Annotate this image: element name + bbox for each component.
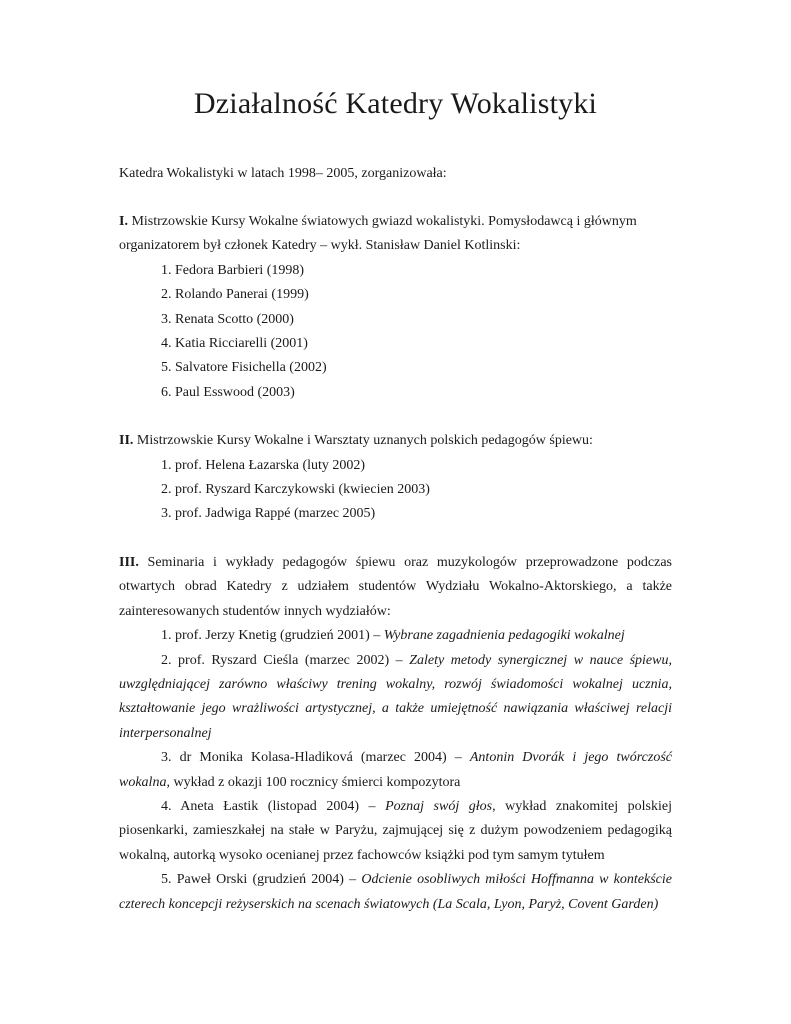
- section-1-heading: [119, 210, 672, 259]
- event-topic: Zalety metody synergicznej w nauce śpiewu, uwzględniającej zarówno właściwy trening wokalny, rozwój świadomości wokalnej ucznia, kształtowanie jego wrażliwości artystycznej, a także umiejętność nawiązania właściwej relacji interpersonalnej: [119, 652, 672, 741]
- event-lead: 5. Paweł Orski (grudzień 2004) –: [161, 872, 362, 888]
- list-item: 1. prof. Helena Łazarska (luty 2002): [161, 457, 366, 473]
- list-item: 5. Salvatore Fisichella (2002): [161, 360, 327, 376]
- event-item: [119, 624, 672, 648]
- list-item: 3. prof. Jadwiga Rappé (marzec 2005): [161, 506, 376, 522]
- event-tail: , wykład znakomitej polskiej piosenkarki, zamieszkałej na stałe w Paryżu, zajmującej się z dużym powodzeniem pedagogiką wokalną, autorką wysoko ocenianej przez fachowców książki pod tym samym tytułem: [119, 798, 672, 863]
- section-3-list: [119, 624, 672, 917]
- section-3-numeral: III.: [119, 554, 139, 570]
- section-1-numeral: I.: [119, 214, 128, 229]
- list-item: 3. Renata Scotto (2000): [161, 311, 294, 327]
- list-item: 1. Fedora Barbieri (1998): [161, 262, 305, 278]
- event-item: [119, 795, 672, 868]
- section-2: [119, 429, 672, 527]
- list-item: 2. prof. Ryszard Karczykowski (kwiecien 2003): [161, 482, 430, 498]
- event-item: [119, 746, 672, 795]
- event-item: [119, 649, 672, 747]
- event-item: [119, 868, 672, 917]
- section-3-text: Seminaria i wykłady pedagogów śpiewu oraz muzykologów przeprowadzone podczas otwartych obrad Katedry z udziałem studentów Wydziału Wokalno-Aktorskiego, a także zainteresowanych studentów innych wydziałów:: [119, 554, 672, 619]
- event-lead: 3. dr Monika Kolasa-Hladiková (marzec 2004) –: [161, 750, 470, 766]
- page-title: Działalność Katedry Wokalistyki: [193, 87, 598, 120]
- section-1: [119, 210, 672, 405]
- event-lead: 4. Aneta Łastik (listopad 2004) –: [161, 798, 386, 814]
- intro-paragraph: Katedra Wokalistyki w latach 1998– 2005, zorganizowała:: [119, 166, 447, 181]
- list-item: 6. Paul Esswood (2003): [161, 384, 295, 400]
- section-2-heading: [119, 429, 672, 453]
- event-topic: Poznaj swój głos: [385, 798, 493, 814]
- event-tail: , wykład z okazji 100 rocznicy śmierci kompozytora: [166, 774, 461, 790]
- event-topic: Wybrane zagadnienia pedagogiki wokalnej: [383, 628, 625, 644]
- event-lead: 2. prof. Ryszard Cieśla (marzec 2002) –: [161, 652, 410, 668]
- section-2-text: Mistrzowskie Kursy Wokalne i Warsztaty uznanych polskich pedagogów śpiewu:: [133, 433, 593, 449]
- section-3: [119, 551, 672, 917]
- event-topic: Antonin Dvorák i jego twórczość wokalna: [119, 750, 672, 790]
- event-topic: Odcienie osobliwych miłości Hoffmanna w kontekście czterech koncepcji reżyserskich na scenach światowych (La Scala, Lyon, Paryż, Covent Garden): [119, 872, 672, 912]
- list-item: 4. Katia Ricciarelli (2001): [161, 336, 308, 352]
- section-1-text: Mistrzowskie Kursy Wokalne światowych gwiazd wokalistyki. Pomysłodawcą i głównym organizatorem był członek Katedry – wykł. Stanisław Daniel Kotlinski:: [119, 214, 637, 254]
- section-1-list: [119, 259, 672, 405]
- event-lead: 1. prof. Jerzy Knetig (grudzień 2001) –: [161, 628, 384, 644]
- section-2-list: [119, 454, 672, 527]
- list-item: 2. Rolando Panerai (1999): [161, 287, 309, 303]
- section-2-numeral: II.: [119, 433, 134, 449]
- section-3-heading: [119, 551, 672, 624]
